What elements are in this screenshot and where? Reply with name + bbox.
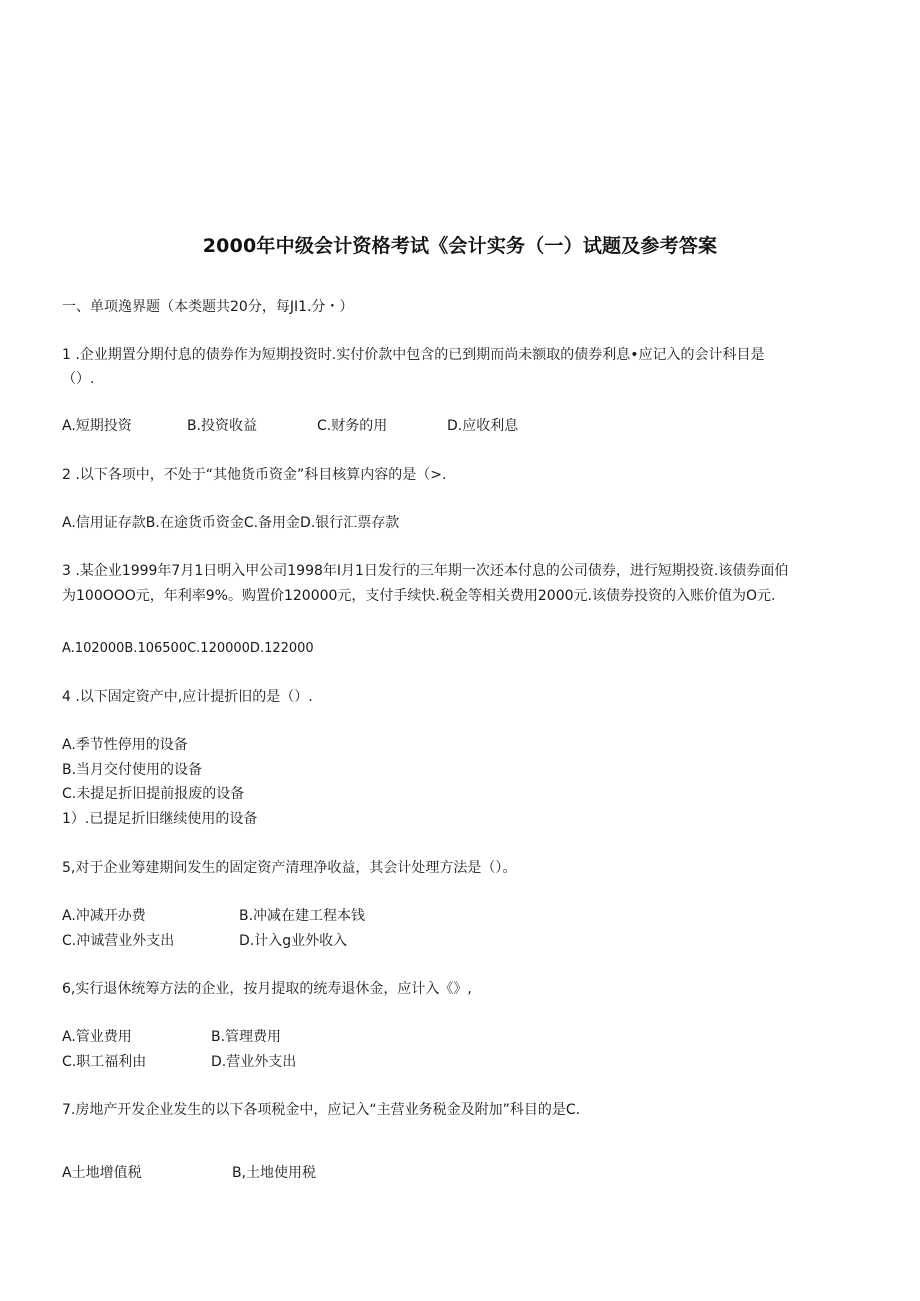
question-7-option-a: A土地增值税 [62, 1165, 142, 1181]
question-4-option-d: 1）.已提足折旧继续使用的设备 [62, 811, 258, 827]
document-title: 2000年中级会计资格考试《会计实务（一）试题及参考答案 [202, 235, 718, 257]
question-5-line-1: 5,对于企业筹建期间发生的固定资产清理净收益，其会计处理方法是（）。 [62, 860, 517, 876]
question-1-option-c: C.财务的用 [317, 418, 388, 434]
question-3-line-2: 为100OOO元，年利率9%。购置价120000元，支付手续快.税金等相关费用2000元.该债券投资的入账价值为O元. [62, 588, 776, 604]
question-5-option-a: A.冲减开办费 [62, 908, 146, 924]
question-4-line-1: 4 .以下固定资产中,应计提折旧的是（）. [62, 689, 313, 705]
question-4-option-b: B.当月交付使用的设备 [62, 762, 203, 778]
question-1-option-b: B.投资收益 [187, 418, 258, 434]
question-5-option-c: C.冲诚营业外支出 [62, 933, 175, 949]
question-5-option-d: D.计入g业外收入 [239, 933, 348, 949]
question-3-line-1: 3 .某企业1999年7月1日明入甲公司1998年I月1日发行的三年期一次还本付息的公司债券，进行短期投资.该债券面伯 [62, 563, 789, 579]
question-2-line-1: 2 .以下各项中，不处于“其他货币资金”科目核算内容的是（>. [62, 467, 447, 483]
question-1-option-d: D.应收利息 [447, 418, 519, 434]
question-4-option-c: C.未提足折旧提前报废的设备 [62, 786, 245, 802]
question-6-option-a: A.管业费用 [62, 1029, 132, 1045]
question-7-line-1: 7.房地产开发企业发生的以下各项税金中，应记入“主营业务税金及附加”科目的是C. [62, 1102, 581, 1118]
question-6-line-1: 6,实行退休统筹方法的企业，按月提取的统寿退休金，应计入《》, [62, 981, 472, 997]
question-7-option-b: B,土地使用税 [232, 1165, 317, 1181]
question-3-options: A.102000B.106500C.120000D.122000 [62, 641, 314, 656]
question-6-option-c: C.职工福利由 [62, 1054, 147, 1070]
question-6-option-b: B.管理费用 [211, 1029, 282, 1045]
question-2-options: A.信用证存款B.在途货币资金C.备用金D.银行汇票存款 [62, 515, 400, 531]
section-heading: 一、单项逸界题（本类题共20分，每JI1.分・） [62, 299, 354, 315]
question-6-option-d: D.营业外支出 [211, 1054, 297, 1070]
question-1-line-1: 1 .企业期置分期付息的债券作为短期投资时.实付价款中包含的已到期而尚未额取的债券利息•应记入的会计科目是 [62, 347, 765, 363]
question-1-line-2: （）. [62, 371, 95, 387]
question-4-option-a: A.季节性停用的设备 [62, 737, 188, 753]
question-5-option-b: B.冲减在建工程本钱 [239, 908, 366, 924]
question-1-option-a: A.短期投资 [62, 418, 132, 434]
